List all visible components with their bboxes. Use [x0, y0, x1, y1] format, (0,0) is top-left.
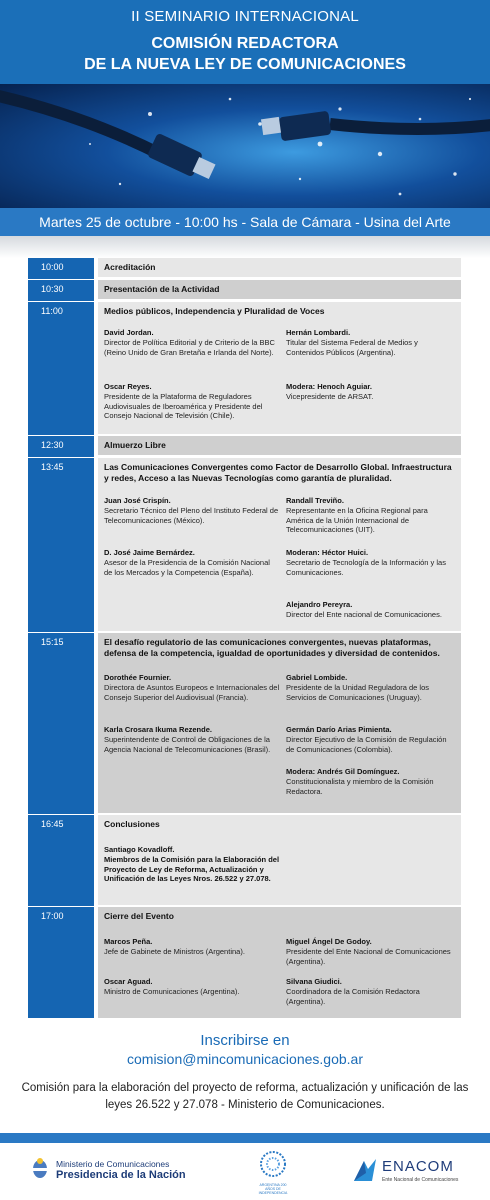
- speaker: [104, 673, 280, 702]
- bicentenario-emblem-icon: [255, 1149, 291, 1179]
- speaker-name: Germán Darío Arias Pimienta.: [286, 725, 392, 734]
- speaker: [286, 977, 454, 1006]
- time-label: 15:15: [41, 637, 64, 647]
- speaker-role: Presidente de la Unidad Reguladora de los Servicios de Comunicaciones (Uruguay).: [286, 682, 430, 702]
- speaker-name: Juan José Crispín.: [104, 496, 171, 505]
- speaker: [104, 382, 280, 421]
- presidencia-name: Presidencia de la Nación: [56, 1169, 186, 1182]
- schedule-box: [98, 280, 461, 299]
- ministerio-logo: [30, 1159, 186, 1182]
- speaker-name: Karla Crosara Ikuma Rezende.: [104, 725, 212, 734]
- speaker-name: Miguel Ángel De Godoy.: [286, 937, 372, 946]
- enacom-subtitle: Ente Nacional de Comunicaciones: [382, 1177, 459, 1183]
- header: [0, 0, 490, 84]
- speaker-role: Director Ejecutivo de la Comisión de Regulación de Comunicaciones (Colombia).: [286, 734, 447, 754]
- speaker-name: Dorothée Fournier.: [104, 673, 172, 682]
- speaker: [104, 328, 280, 357]
- time-label: 10:00: [41, 262, 64, 272]
- speaker-role: Presidente de la Plataforma de Reguladores Audiovisuales de Iberoamérica y Presidente del Consejo Nacional de Televisión (Chile).: [104, 391, 263, 421]
- speaker-name: Santiago Kovadloff.: [104, 845, 175, 854]
- bicentenario-text: ARGENTINA 200 AÑOS DE INDEPENDENCIA: [258, 1183, 288, 1195]
- sponsor-logos: [0, 1143, 490, 1200]
- national-shield-icon: [30, 1157, 50, 1179]
- schedule-box: [98, 258, 461, 277]
- speaker-name: Oscar Reyes.: [104, 382, 152, 391]
- fade-divider: [0, 236, 490, 258]
- schedule-row-convergentes: [28, 458, 461, 631]
- speaker: [286, 496, 454, 535]
- network-cables-banner: [0, 84, 490, 208]
- organizer-footnote: Comisión para la elaboración del proyecto de reforma, actualización y unificación de las leyes 26.522 y 27.078 - Ministerio de Comunicaciones.: [21, 1082, 469, 1111]
- speaker-role: Director de Política Editorial y de Criterio de la BBC (Reino Unido de Gran Bretaña e Irlanda del Norte).: [104, 337, 275, 357]
- time-label: 16:45: [41, 819, 64, 829]
- speaker-name: Marcos Peña.: [104, 937, 153, 946]
- schedule-row-medios-publicos: [28, 302, 461, 434]
- speaker-name: Alejandro Pereyra.: [286, 600, 353, 609]
- session-title: Conclusiones: [104, 819, 160, 829]
- speaker-name: Moderan: Héctor Huici.: [286, 548, 369, 557]
- schedule-box: [98, 302, 461, 434]
- event-title-line2: DE LA NUEVA LEY DE COMUNICACIONES: [84, 56, 406, 73]
- speaker: [286, 328, 454, 357]
- speaker-role: Director del Ente nacional de Comunicaciones.: [286, 609, 442, 619]
- registration-block: [0, 1032, 490, 1067]
- session-title: Presentación de la Actividad: [104, 284, 220, 294]
- footer-divider-bar: [0, 1133, 490, 1143]
- speaker-name: Oscar Aguad.: [104, 977, 153, 986]
- event-date-bar: Martes 25 de octubre - 10:00 hs - Sala de Cámara - Usina del Arte: [0, 208, 490, 236]
- enacom-logo: [352, 1155, 472, 1191]
- speaker-name: Modera: Henoch Aguiar.: [286, 382, 372, 391]
- session-title: El desafío regulatorio de las comunicaciones convergentes, nuevas plataformas, defensa de la competencia, igualdad de oportunidades y diversidad de contenidos.: [104, 637, 440, 658]
- schedule-box: [98, 436, 461, 455]
- speaker-role: Asesor de la Presidencia de la Comisión Nacional de los Mercados y la Competencia (España).: [104, 557, 270, 577]
- event-title-line1: COMISIÓN REDACTORA: [151, 35, 339, 52]
- schedule-row-almuerzo: [28, 436, 461, 455]
- speaker-role: Superintendente de Control de Obligaciones de la Agencia Nacional de Telecomunicaciones (Brasil).: [104, 734, 271, 754]
- schedule-row-acreditacion: [28, 258, 461, 277]
- speaker: [286, 673, 454, 702]
- schedule-row-presentacion: [28, 280, 461, 299]
- session-title: Cierre del Evento: [104, 911, 174, 921]
- speaker-role: Coordinadora de la Comisión Redactora (Argentina).: [286, 986, 420, 1006]
- speaker-role: Secretario de Tecnología de la Información y las Comunicaciones.: [286, 557, 446, 577]
- ministerio-name: Ministerio de Comunicaciones: [56, 1159, 170, 1169]
- moderator: [286, 767, 454, 796]
- time-label: 12:30: [41, 440, 64, 450]
- speaker-role: Secretario Técnico del Pleno del Instituto Federal de Telecomunicaciones (México).: [104, 505, 279, 525]
- schedule-box: [98, 458, 461, 631]
- session-title: Medios públicos, Independencia y Pluralidad de Voces: [104, 306, 325, 316]
- enacom-name: ENACOM: [382, 1158, 454, 1175]
- speaker-role: Vicepresidente de ARSAT.: [286, 391, 374, 401]
- speaker-name: Silvana Giudici.: [286, 977, 342, 986]
- registration-email-link[interactable]: comision@mincomunicaciones.gob.ar: [127, 1051, 363, 1067]
- speaker-name: Hernán Lombardi.: [286, 328, 351, 337]
- moderator: [286, 600, 454, 620]
- speaker-role: Presidente del Ente Nacional de Comunicaciones (Argentina).: [286, 946, 451, 966]
- speaker-name: David Jordan.: [104, 328, 154, 337]
- enacom-mark-icon: [352, 1157, 378, 1183]
- speaker-role: Titular del Sistema Federal de Medios y Contenidos Públicos (Argentina).: [286, 337, 418, 357]
- session-title: Las Comunicaciones Convergentes como Factor de Desarrollo Global. Infraestructura y redes, Acceso a las Nuevas Tecnologías como garantía de pluralidad.: [104, 462, 452, 483]
- schedule-row-conclusiones: [28, 815, 461, 905]
- speaker-name: Gabriel Lombide.: [286, 673, 348, 682]
- event-subtitle: II SEMINARIO INTERNACIONAL: [131, 8, 359, 25]
- schedule-box: [98, 633, 461, 813]
- bicentenario-logo: [255, 1149, 291, 1195]
- speaker: [104, 845, 294, 884]
- time-label: 13:45: [41, 462, 64, 472]
- speaker-role: Representante en la Oficina Regional para América de la Unión Internacional de Telecomunicaciones (UIT).: [286, 505, 428, 535]
- speaker-role: Miembros de la Comisión para la Elaboración del Proyecto de Ley de Reforma, Actualización y Unificación de las Leyes Nros. 26.522 y 27.078.: [104, 854, 280, 884]
- time-label: 17:00: [41, 911, 64, 921]
- speaker: [286, 937, 454, 966]
- time-label: 10:30: [41, 284, 64, 294]
- registration-label: Inscribirse en: [200, 1032, 290, 1049]
- speaker-role: Ministro de Comunicaciones (Argentina).: [104, 986, 240, 996]
- schedule-row-desafio-regulatorio: [28, 633, 461, 813]
- cables-illustration: [0, 84, 490, 208]
- session-title: Acreditación: [104, 262, 156, 272]
- moderator: [286, 382, 454, 402]
- speaker: [104, 725, 280, 754]
- moderator: [286, 548, 454, 577]
- session-title: Almuerzo Libre: [104, 440, 166, 450]
- speaker-name: Modera: Andrés Gil Domínguez.: [286, 767, 400, 776]
- speaker-name: Randall Treviño.: [286, 496, 344, 505]
- speaker: [104, 496, 280, 525]
- speaker: [104, 977, 280, 997]
- schedule-box: [98, 907, 461, 1018]
- schedule-row-cierre: [28, 907, 461, 1018]
- speaker-role: Constitucionalista y miembro de la Comisión Redactora.: [286, 776, 434, 796]
- speaker-name: D. José Jaime Bernárdez.: [104, 548, 195, 557]
- speaker-role: Directora de Asuntos Europeos e Internacionales del Consejo Superior del Audiovisual (Francia).: [104, 682, 280, 702]
- speaker-role: Jefe de Gabinete de Ministros (Argentina).: [104, 946, 245, 956]
- speaker: [104, 548, 280, 577]
- speaker: [286, 725, 454, 754]
- time-label: 11:00: [41, 306, 63, 316]
- speaker: [104, 937, 280, 957]
- schedule-box: [98, 815, 461, 905]
